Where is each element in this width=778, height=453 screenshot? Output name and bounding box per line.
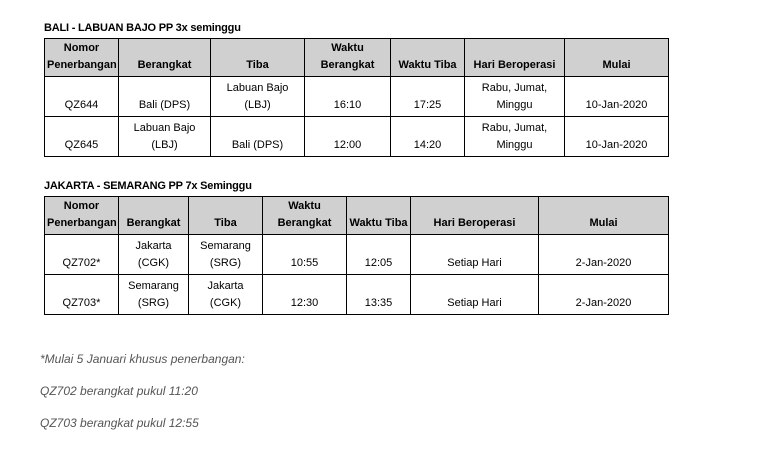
cell-arrive-time: 14:20 — [391, 117, 465, 157]
cell-flight-number: QZ702* — [45, 235, 119, 275]
header-text: Tiba — [246, 59, 269, 71]
header-text: Hari Beroperasi — [433, 217, 516, 229]
header-text: Berangkat — [277, 217, 332, 229]
cell-depart-time: 12:00 — [305, 117, 391, 157]
table-header-row — [45, 197, 669, 235]
table-row — [45, 235, 669, 275]
header-depart-time — [305, 39, 391, 77]
cell-flight-number: QZ645 — [45, 117, 119, 157]
cell-text: (SRG) — [137, 297, 170, 309]
cell-text: Bali (DPS) — [231, 139, 284, 151]
cell-text: Labuan Bajo (LBJ) — [226, 82, 289, 111]
cell-depart — [119, 77, 211, 117]
header-text: Hari Beroperasi — [473, 59, 556, 71]
header-text: Waktu — [288, 200, 321, 212]
cell-depart — [119, 275, 189, 315]
cell-operating-days — [411, 235, 539, 275]
cell-depart-time: 16:10 — [305, 77, 391, 117]
schedule-table-bali — [44, 38, 669, 157]
section-title-jakarta: JAKARTA - SEMARANG PP 7x Seminggu — [44, 180, 252, 192]
cell-arrive — [211, 77, 305, 117]
header-flight-number — [45, 197, 119, 235]
header-arrive — [211, 39, 305, 77]
cell-text: Setiap Hari — [447, 297, 502, 309]
cell-operating-days — [465, 77, 565, 117]
header-flight-number — [45, 39, 119, 77]
cell-text: Rabu, Jumat, — [481, 122, 548, 134]
cell-depart — [119, 235, 189, 275]
cell-depart — [119, 117, 211, 157]
cell-text: Semarang — [128, 280, 179, 292]
header-operating-days — [411, 197, 539, 235]
header-text: Nomor — [63, 200, 100, 212]
cell-start-date: 10-Jan-2020 — [565, 77, 669, 117]
cell-start-date: 10-Jan-2020 — [565, 117, 669, 157]
header-text: Waktu Tiba — [398, 59, 457, 71]
header-text: Nomor — [63, 42, 100, 54]
table-row — [45, 77, 669, 117]
header-text: Berangkat — [320, 59, 375, 71]
header-text: Tiba — [214, 217, 237, 229]
cell-start-date: 2-Jan-2020 — [539, 235, 669, 275]
header-depart — [119, 39, 211, 77]
header-text: Mulai — [602, 59, 631, 71]
cell-arrive-time: 13:35 — [347, 275, 411, 315]
header-start — [539, 197, 669, 235]
cell-depart-time: 12:30 — [263, 275, 347, 315]
cell-text: Minggu — [496, 139, 533, 151]
cell-operating-days — [411, 275, 539, 315]
header-text: Penerbangan — [47, 59, 117, 71]
header-start — [565, 39, 669, 77]
cell-arrive — [211, 117, 305, 157]
cell-text: Bali (DPS) — [138, 99, 191, 111]
header-arrive-time — [347, 197, 411, 235]
cell-depart-time: 10:55 — [263, 235, 347, 275]
note-qz703: QZ703 berangkat pukul 12:55 — [40, 416, 199, 430]
cell-arrive — [189, 235, 263, 275]
table-row — [45, 117, 669, 157]
header-depart-time — [263, 197, 347, 235]
header-text: Waktu — [331, 42, 364, 54]
cell-arrive-time: 12:05 — [347, 235, 411, 275]
section-title-bali: BALI - LABUAN BAJO PP 3x seminggu — [44, 22, 241, 34]
cell-flight-number: QZ644 — [45, 77, 119, 117]
header-text: Berangkat — [137, 59, 192, 71]
cell-operating-days — [465, 117, 565, 157]
table-row — [45, 275, 669, 315]
header-operating-days — [465, 39, 565, 77]
header-text: Waktu Tiba — [349, 217, 408, 229]
cell-text: Jakarta — [135, 240, 172, 252]
cell-text: Rabu, Jumat, — [481, 82, 548, 94]
cell-start-date: 2-Jan-2020 — [539, 275, 669, 315]
cell-text: Minggu — [496, 99, 533, 111]
cell-text: Jakarta (CGK) — [207, 280, 244, 309]
table-header-row — [45, 39, 669, 77]
header-text: Penerbangan — [47, 217, 117, 229]
header-text: Mulai — [589, 217, 618, 229]
cell-flight-number: QZ703* — [45, 275, 119, 315]
cell-arrive-time: 17:25 — [391, 77, 465, 117]
header-arrive-time — [391, 39, 465, 77]
header-arrive — [189, 197, 263, 235]
cell-text: Labuan Bajo (LBJ) — [133, 122, 196, 151]
cell-arrive — [189, 275, 263, 315]
cell-text: Setiap Hari — [447, 257, 502, 269]
cell-text: (SRG) — [209, 257, 242, 269]
schedule-table-jakarta — [44, 196, 669, 315]
cell-text: Semarang — [200, 240, 251, 252]
header-text: Berangkat — [126, 217, 181, 229]
note-footnote: *Mulai 5 Januari khusus penerbangan: — [40, 352, 245, 366]
header-depart — [119, 197, 189, 235]
note-qz702: QZ702 berangkat pukul 11:20 — [40, 384, 198, 398]
cell-text: (CGK) — [137, 257, 170, 269]
